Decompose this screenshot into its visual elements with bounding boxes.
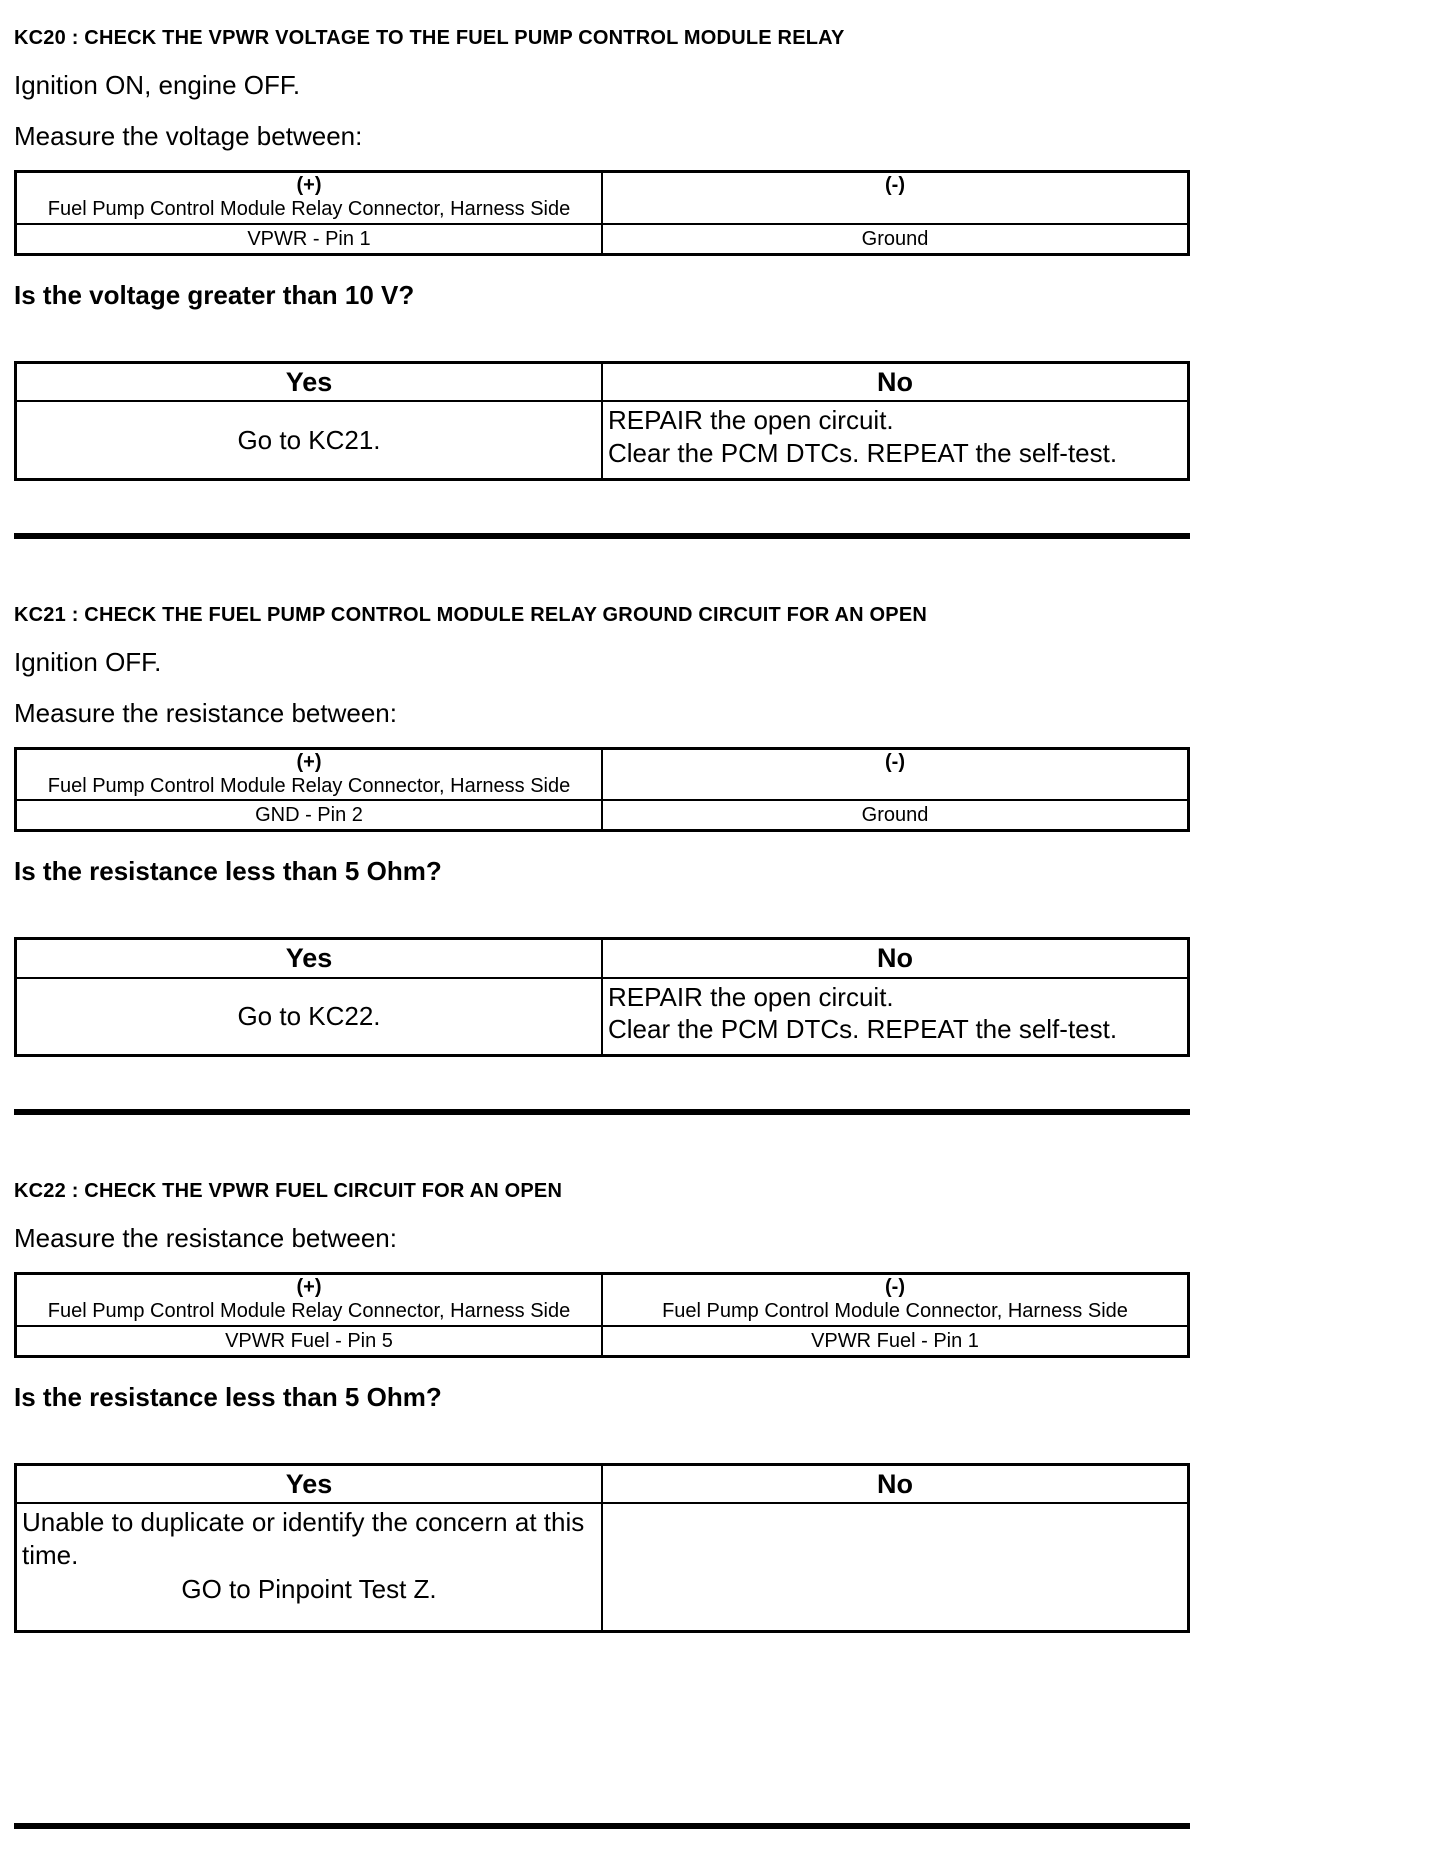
step-kc20-title: KC20 : CHECK THE VPWR VOLTAGE TO THE FUEL PUMP CONTROL MODULE RELAY (14, 27, 845, 49)
yes-header: Yes (16, 939, 603, 978)
kc20-condition-line: Ignition ON, engine OFF. (14, 70, 301, 100)
negative-lead-value: VPWR Fuel - Pin 1 (602, 1326, 1189, 1357)
kc22-decision-table (14, 1463, 1190, 1633)
measurement-value-row (16, 1326, 1189, 1357)
measurement-value-row (16, 224, 1189, 255)
positive-lead-header (16, 172, 603, 224)
positive-lead-value: VPWR - Pin 1 (16, 224, 603, 255)
positive-lead-value: GND - Pin 2 (16, 800, 603, 831)
plus-sign: (+) (296, 174, 322, 197)
section-kc20 (14, 26, 1190, 539)
minus-connector-desc: Fuel Pump Control Module Connector, Harness Side (662, 1300, 1128, 1323)
kc20-decision-question: Is the voltage greater than 10 V? (14, 279, 415, 310)
yes-action-goto: GO to Pinpoint Test Z. (181, 1574, 437, 1605)
no-action (602, 978, 1189, 1056)
kc21-decision-question: Is the resistance less than 5 Ohm? (14, 856, 442, 887)
negative-lead-header (602, 749, 1189, 801)
kc21-decision-table (14, 937, 1190, 1057)
measurement-header-row (16, 172, 1189, 224)
section-divider (14, 1109, 1190, 1115)
no-action-line: REPAIR the open circuit. (608, 981, 894, 1012)
decision-action-row (16, 978, 1189, 1056)
plus-sign: (+) (296, 751, 322, 774)
positive-lead-header (16, 1274, 603, 1326)
no-action-line: Clear the PCM DTCs. REPEAT the self-test. (608, 1014, 1118, 1045)
kc20-decision-table (14, 361, 1190, 481)
no-header: No (602, 1464, 1189, 1503)
minus-sign: (-) (885, 1276, 905, 1299)
minus-sign: (-) (885, 751, 905, 774)
plus-sign: (+) (296, 1276, 322, 1299)
kc20-measurement-table (14, 170, 1190, 255)
negative-lead-header (602, 172, 1189, 224)
kc21-measurement-table (14, 747, 1190, 832)
yes-action: Go to KC21. (16, 401, 603, 479)
decision-header-row (16, 939, 1189, 978)
measurement-header-row (16, 749, 1189, 801)
yes-action: Go to KC22. (16, 978, 603, 1056)
negative-lead-header (602, 1274, 1189, 1326)
no-action (602, 401, 1189, 479)
step-kc21-title: KC21 : CHECK THE FUEL PUMP CONTROL MODULE RELAY GROUND CIRCUIT FOR AN OPEN (14, 603, 928, 626)
decision-header-row (16, 1464, 1189, 1503)
measurement-value-row (16, 800, 1189, 831)
negative-lead-value: Ground (602, 224, 1189, 255)
plus-connector-desc: Fuel Pump Control Module Relay Connector, Harness Side (47, 1300, 571, 1323)
yes-action (16, 1503, 603, 1631)
no-action-line: Clear the PCM DTCs. REPEAT the self-test. (608, 437, 1118, 468)
kc21-instruction-line: Measure the resistance between: (14, 697, 397, 728)
no-action (602, 1503, 1189, 1631)
kc21-condition-line: Ignition OFF. (14, 646, 162, 677)
yes-header: Yes (16, 362, 603, 401)
section-kc21 (14, 603, 1190, 1116)
positive-lead-header (16, 749, 603, 801)
no-header: No (602, 939, 1189, 978)
negative-lead-value: Ground (602, 800, 1189, 831)
decision-action-row (16, 1503, 1189, 1631)
step-kc22-title: KC22 : CHECK THE VPWR FUEL CIRCUIT FOR AN OPEN (14, 1180, 563, 1203)
kc20-instruction-line: Measure the voltage between: (14, 121, 363, 152)
minus-sign: (-) (885, 174, 905, 197)
measurement-header-row (16, 1274, 1189, 1326)
plus-connector-desc: Fuel Pump Control Module Relay Connector, Harness Side (47, 197, 571, 220)
section-divider (14, 533, 1190, 539)
decision-header-row (16, 362, 1189, 401)
decision-action-row (16, 401, 1189, 479)
yes-header: Yes (16, 1464, 603, 1503)
plus-connector-desc: Fuel Pump Control Module Relay Connector, Harness Side (47, 774, 571, 797)
no-header: No (602, 362, 1189, 401)
yes-action-text: Unable to duplicate or identify the concern at this time. (22, 1507, 585, 1570)
kc22-measurement-table (14, 1272, 1190, 1357)
kc22-instruction-line: Measure the resistance between: (14, 1223, 397, 1254)
no-action-line: REPAIR the open circuit. (608, 405, 894, 436)
positive-lead-value: VPWR Fuel - Pin 5 (16, 1326, 603, 1357)
section-kc22 (14, 1179, 1190, 1828)
kc22-decision-question: Is the resistance less than 5 Ohm? (14, 1381, 442, 1412)
